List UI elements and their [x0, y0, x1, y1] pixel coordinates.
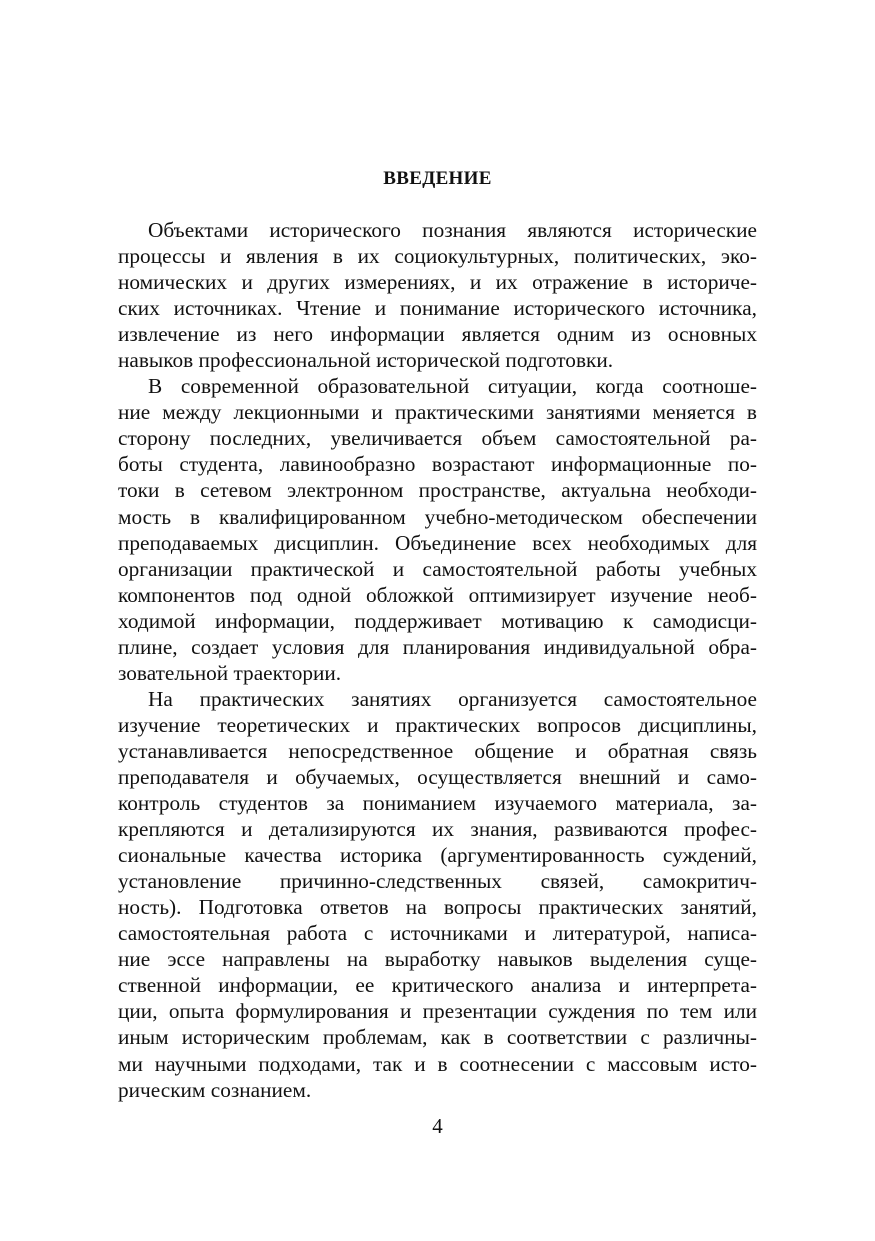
- text-line: ции, опыта формулирования и презентации суждения по тем или: [118, 999, 757, 1024]
- body-text: [118, 217, 757, 1103]
- text-line: ние между лекционными и практическими занятиями меняется в: [118, 400, 757, 425]
- paragraph: [118, 373, 757, 686]
- text-line: организации практической и самостоятельной работы учебных: [118, 556, 757, 581]
- text-line: зовательной траектории.: [118, 660, 342, 685]
- text-line: навыков профессиональной исторической подготовки.: [118, 348, 614, 373]
- text-line: ходимой информации, поддерживает мотивацию к самодисци-: [118, 608, 757, 633]
- text-line: иным историческим проблемам, как в соответствии с различны-: [118, 1025, 757, 1050]
- text-line: На практических занятиях организуется самостоятельное: [148, 686, 757, 711]
- page-number: 4: [432, 1114, 443, 1138]
- text-line: плине, создает условия для планирования индивидуальной обра-: [118, 634, 757, 659]
- text-line: рическим сознанием.: [118, 1077, 312, 1102]
- text-line: боты студента, лавинообразно возрастают информационные по-: [118, 452, 757, 477]
- paragraph: [118, 686, 757, 1103]
- text-line: ность). Подготовка ответов на вопросы практических занятий,: [118, 895, 757, 920]
- text-line: извлечение из него информации является одним из основных: [118, 322, 757, 347]
- text-line: установление причинно-следственных связей, самокритич-: [118, 869, 757, 894]
- text-line: крепляются и детализируются их знания, развиваются профес-: [118, 817, 757, 842]
- text-line: контроль студентов за пониманием изучаемого материала, за-: [118, 791, 757, 816]
- text-line: токи в сетевом электронном пространстве, актуальна необходи-: [118, 478, 757, 503]
- text-line: устанавливается непосредственное общение и обратная связь: [118, 738, 757, 763]
- text-line: преподаваемых дисциплин. Объединение всех необходимых для: [118, 530, 757, 555]
- text-line: компонентов под одной обложкой оптимизирует изучение необ-: [118, 582, 757, 607]
- text-line: преподавателя и обучаемых, осуществляется внешний и само-: [118, 764, 757, 789]
- text-line: ми научными подходами, так и в соотнесении с массовым исто-: [118, 1051, 757, 1076]
- text-line: сиональные качества историка (аргументированность суждений,: [118, 843, 757, 868]
- text-line: ских источниках. Чтение и понимание исторического источника,: [118, 296, 757, 321]
- text-line: сторону последних, увеличивается объем самостоятельной ра-: [118, 426, 757, 451]
- text-line: мость в квалифицированном учебно-методическом обеспечении: [118, 504, 757, 529]
- text-line: Объектами исторического познания являются исторические: [148, 218, 757, 242]
- text-line: В современной образовательной ситуации, когда соотноше-: [148, 374, 757, 399]
- text-line: номических и других измерениях, и их отражение в историче-: [118, 270, 757, 295]
- text-line: самостоятельная работа с источниками и литературой, написа-: [118, 921, 757, 946]
- text-line: ние эссе направлены на выработку навыков выделения суще-: [118, 947, 757, 972]
- page-title: ВВЕДЕНИЕ: [383, 168, 492, 189]
- text-line: изучение теоретических и практических вопросов дисциплины,: [118, 712, 757, 737]
- paragraph: [118, 217, 757, 373]
- text-line: ственной информации, ее критического анализа и интерпрета-: [118, 973, 757, 998]
- text-line: процессы и явления в их социокультурных, политических, эко-: [118, 244, 757, 269]
